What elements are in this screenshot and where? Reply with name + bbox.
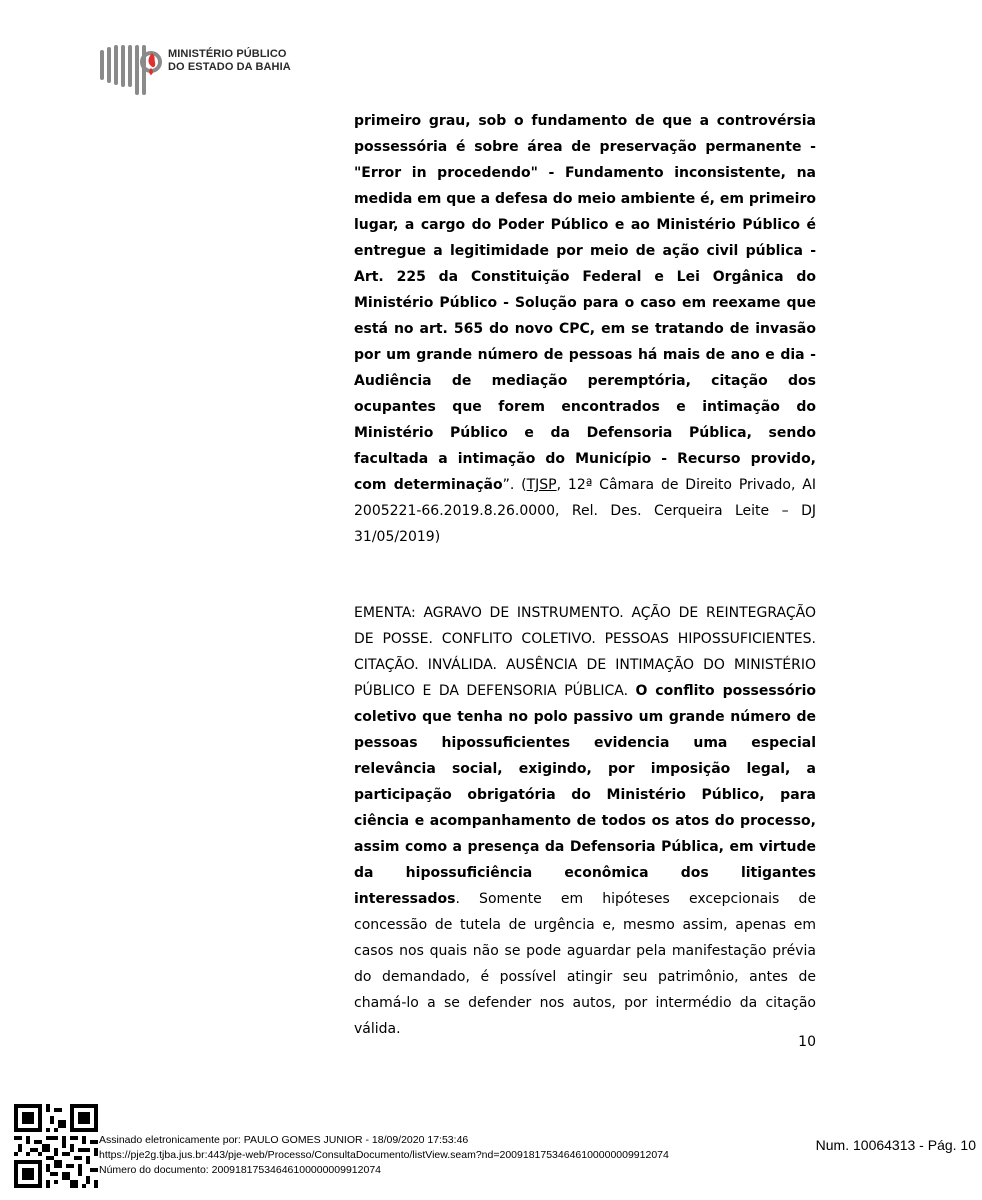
citation-bold-text: primeiro grau, sob o fundamento de que a controvérsia possessória é sobre área de preservação permanente - "Error in procedendo" - Fundamento inconsistente, na medida em que a defesa do meio ambiente é, em primeiro lugar, a cargo do Poder Público e ao Ministério Público é entregue a legitimidade por meio de ação civil pública - Art. 225 da Constituição Federal e Lei Orgânica do Ministério Público - Solução para o caso em reexame que está no art. 565 do novo CPC, em se tratando de invasão por um grande número de pessoas há mais de ano e dia - Audiência de mediação peremptória, citação dos ocupantes que forem encontrados e intimação do Ministério Público e da Defensoria Pública, sendo facultada a intimação do Município - Recurso provido, com determinação xyxy=(354,113,816,493)
ementa-bold-text: O conflito possessório coletivo que tenha no polo passivo um grande número de pessoas hipossuficientes evidencia uma especial relevância social, exigindo, por imposição legal, a participação obrigatória do Ministério Público, para ciência e acompanhamento de todos os atos do processo, assim como a presença da Defensoria Pública, em virtude da hipossuficiência econômica dos litigantes interessados xyxy=(354,683,816,907)
org-name xyxy=(168,48,291,74)
tjsp-link[interactable]: TJSP xyxy=(526,477,557,493)
citation-pre-link: ”. ( xyxy=(502,477,527,493)
ementa-closing-text: . Somente em hipóteses excepcionais de concessão de tutela de urgência e, mesmo assim, apenas em casos nos quais não se pode aguardar pela manifestação prévia do demandado, é possível atingir seu patrimônio, antes de chamá-lo a se defender nos autos, por intermédio da citação válida. xyxy=(354,891,816,1037)
page-number: 10 xyxy=(798,1034,816,1050)
ementa-heading-text: EMENTA: AGRAVO DE INSTRUMENTO. AÇÃO DE REINTEGRAÇÃO DE POSSE. CONFLITO COLETIVO. PESSOAS HIPOSSUFICIENTES. CITAÇÃO. INVÁLIDA. AUSÊNCIA DE INTIMAÇÃO DO MINISTÉRIO PÚBLICO E DA DEFENSORIA PÚBLICA. xyxy=(354,605,816,699)
signature-footer xyxy=(99,1133,669,1178)
qr-code-icon xyxy=(14,1104,98,1188)
org-name-line2: DO ESTADO DA BAHIA xyxy=(168,61,291,73)
citation-block xyxy=(354,108,816,550)
document-number: Número do documento: 20091817534646100000009912074 xyxy=(99,1164,381,1176)
citation-reference: , 12ª Câmara de Direito Privado, AI 2005221-66.2019.8.26.0000, Rel. Des. Cerqueira Leite – DJ 31/05/2019) xyxy=(354,477,816,545)
document-url[interactable]: https://pje2g.tjba.jus.br:443/pje-web/Processo/ConsultaDocumento/listView.seam?nd=20091817534646100000009912074 xyxy=(99,1149,669,1161)
signed-by: Assinado eletronicamente por: PAULO GOMES JUNIOR - 18/09/2020 17:53:46 xyxy=(99,1134,469,1146)
num-page-label: Num. 10064313 - Pág. 10 xyxy=(815,1137,976,1153)
org-name-line1: MINISTÉRIO PÚBLICO xyxy=(168,48,287,60)
document-body xyxy=(354,108,816,1042)
ementa-block xyxy=(354,600,816,1042)
